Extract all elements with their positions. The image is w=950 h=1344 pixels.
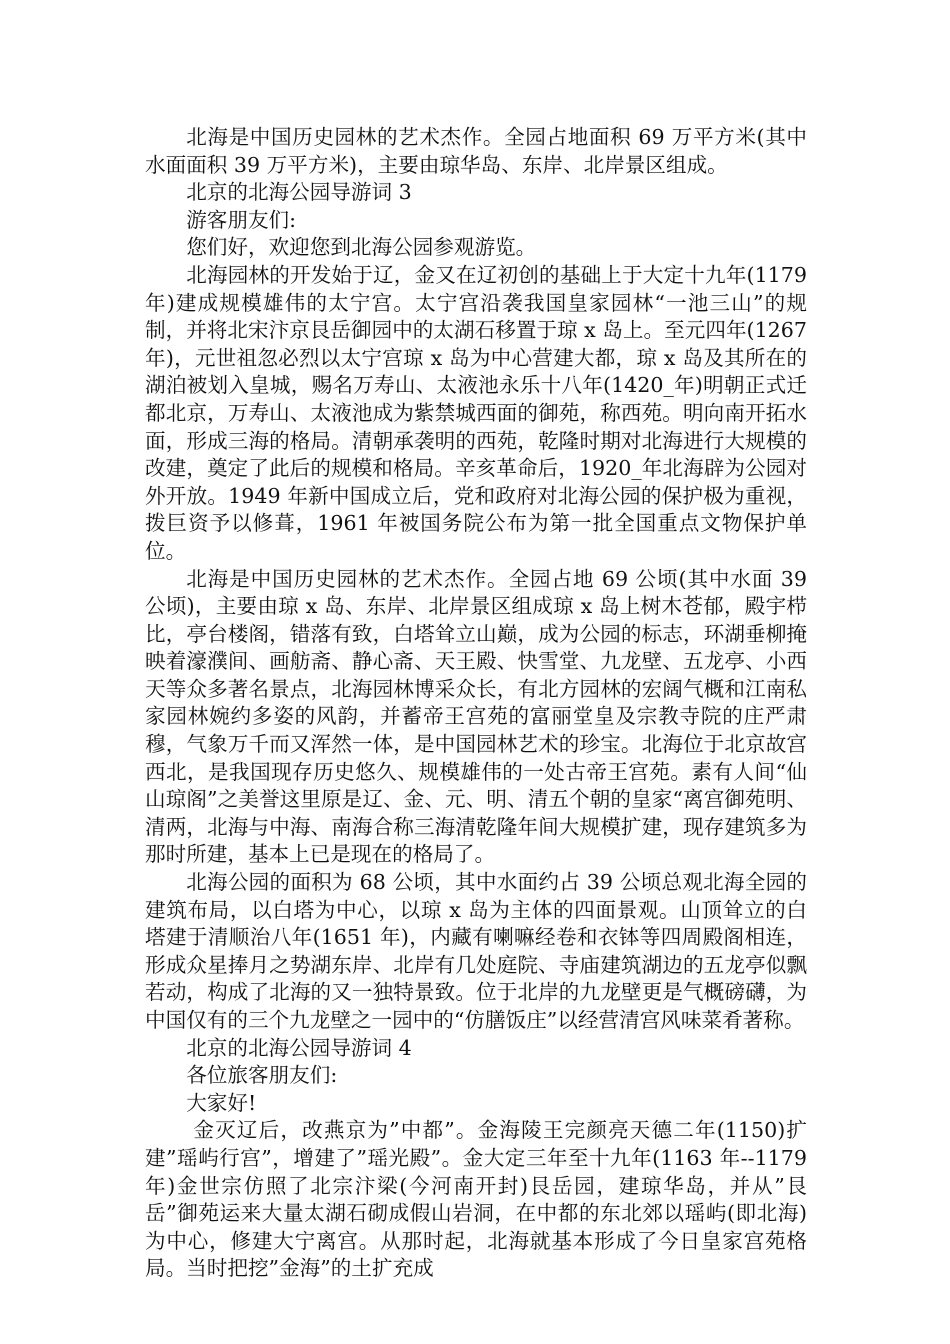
section-heading-3: 北京的北海公园导游词 3 — [186, 180, 412, 205]
greeting: 您们好，欢迎您到北海公园参观游览。 — [186, 235, 537, 260]
salutation-2: 各位旅客朋友们: — [186, 1063, 338, 1088]
salutation: 游客朋友们: — [186, 207, 297, 232]
document-body — [145, 124, 807, 1283]
section-heading-4: 北京的北海公园导游词 4 — [186, 1035, 412, 1060]
paragraph-history: 北海园林的开发始于辽，金又在辽初创的基础上于大定十九年(1179 年)建成规模雄伟的太宁宫。太宁宫沿袭我国皇家园林“一池三山”的规制，并将北宋汴京艮岳御园中的太湖石移置于琼 x 岛上。至元四年(1267 年)，元世祖忽必烈以太宁宫琼 x 岛为中心营建大都，琼 x 岛及其所在的湖泊被划入皇城，赐名万寿山、太液池永乐十八年(1420_年)明朝正式迁都北京，万寿山、太液池成为紫禁城西面的御苑，称西苑。明向南开拓水面，形成三海的格局。清朝承袭明的西苑，乾隆时期对北海进行大规模的改建，奠定了此后的规模和格局。辛亥革命后，1920_年北海辟为公园对外开放。1949 年新中国成立后，党和政府对北海公园的保护极为重视，拨巨资予以修葺，1961 年被国务院公布为第一批全国重点文物保护单位。 — [145, 262, 807, 563]
paragraph-intro-summary: 北海是中国历史园林的艺术杰作。全园占地面积 69 万平方米(其中水面面积 39 万平方米)，主要由琼华岛、东岸、北岸景区组成。 — [145, 125, 807, 177]
paragraph-garden-art: 北海是中国历史园林的艺术杰作。全园占地 69 公顷(其中水面 39 公顷)，主要由琼 x 岛、东岸、北岸景区组成琼 x 岛上树木苍郁，殿宇栉比，亭台楼阁，错落有致，白塔耸立山巅，成为公园的标志，环湖垂柳掩映着濠濮间、画舫斋、静心斋、天王殿、快雪堂、九龙壁、五龙亭、小西天等众多著名景点，北海园林博采众长，有北方园林的宏阔气概和江南私家园林婉约多姿的风韵，并蓄帝王宫苑的富丽堂皇及宗教寺院的庄严肃穆，气象万千而又浑然一体，是中国园林艺术的珍宝。北海位于北京故宫西北，是我国现存历史悠久、规模雄伟的一处古帝王宫苑。素有人间“仙山琼阁”之美誉这里原是辽、金、元、明、清五个朝的皇家“离宫御苑明、清两，北海与中海、南海合称三海清乾隆年间大规模扩建，现存建筑多为那时所建，基本上已是现在的格局了。 — [145, 566, 807, 867]
paragraph-jin-dynasty: 金灭辽后，改燕京为”中都”。金海陵王完颜亮天德二年(1150)扩建”瑶屿行宫”，增建了”瑶光殿”。金大定三年至十九年(1163 年--1179 年)金世宗仿照了北宗汴梁(今河南开封)艮岳园，建琼华岛，并从”艮岳”御苑运来大量太湖石砌成假山岩洞，在中都的东北郊以瑶屿(即北海)为中心，修建大宁离宫。从那时起，北海就基本形成了今日皇家宫苑格局。当时把挖”金海”的土扩充成 — [145, 1118, 807, 1281]
paragraph-layout: 北海公园的面积为 68 公顷，其中水面约占 39 公顷总观北海全园的建筑布局，以白塔为中心，以琼 x 岛为主体的四面景观。山顶耸立的白塔建于清顺治八年(1651 年)，内藏有喇嘛经卷和衣钵等四周殿阁相连，形成众星捧月之势湖东岸、北岸有几处庭院、寺庙建筑湖边的五龙亭似飘若动，构成了北海的又一独特景致。位于北岸的九龙壁更是气概磅礴，为中国仅有的三个九龙壁之一园中的“仿膳饭庄”以经营清宫风味菜肴著称。 — [145, 870, 807, 1032]
greeting-2: 大家好! — [186, 1090, 257, 1115]
